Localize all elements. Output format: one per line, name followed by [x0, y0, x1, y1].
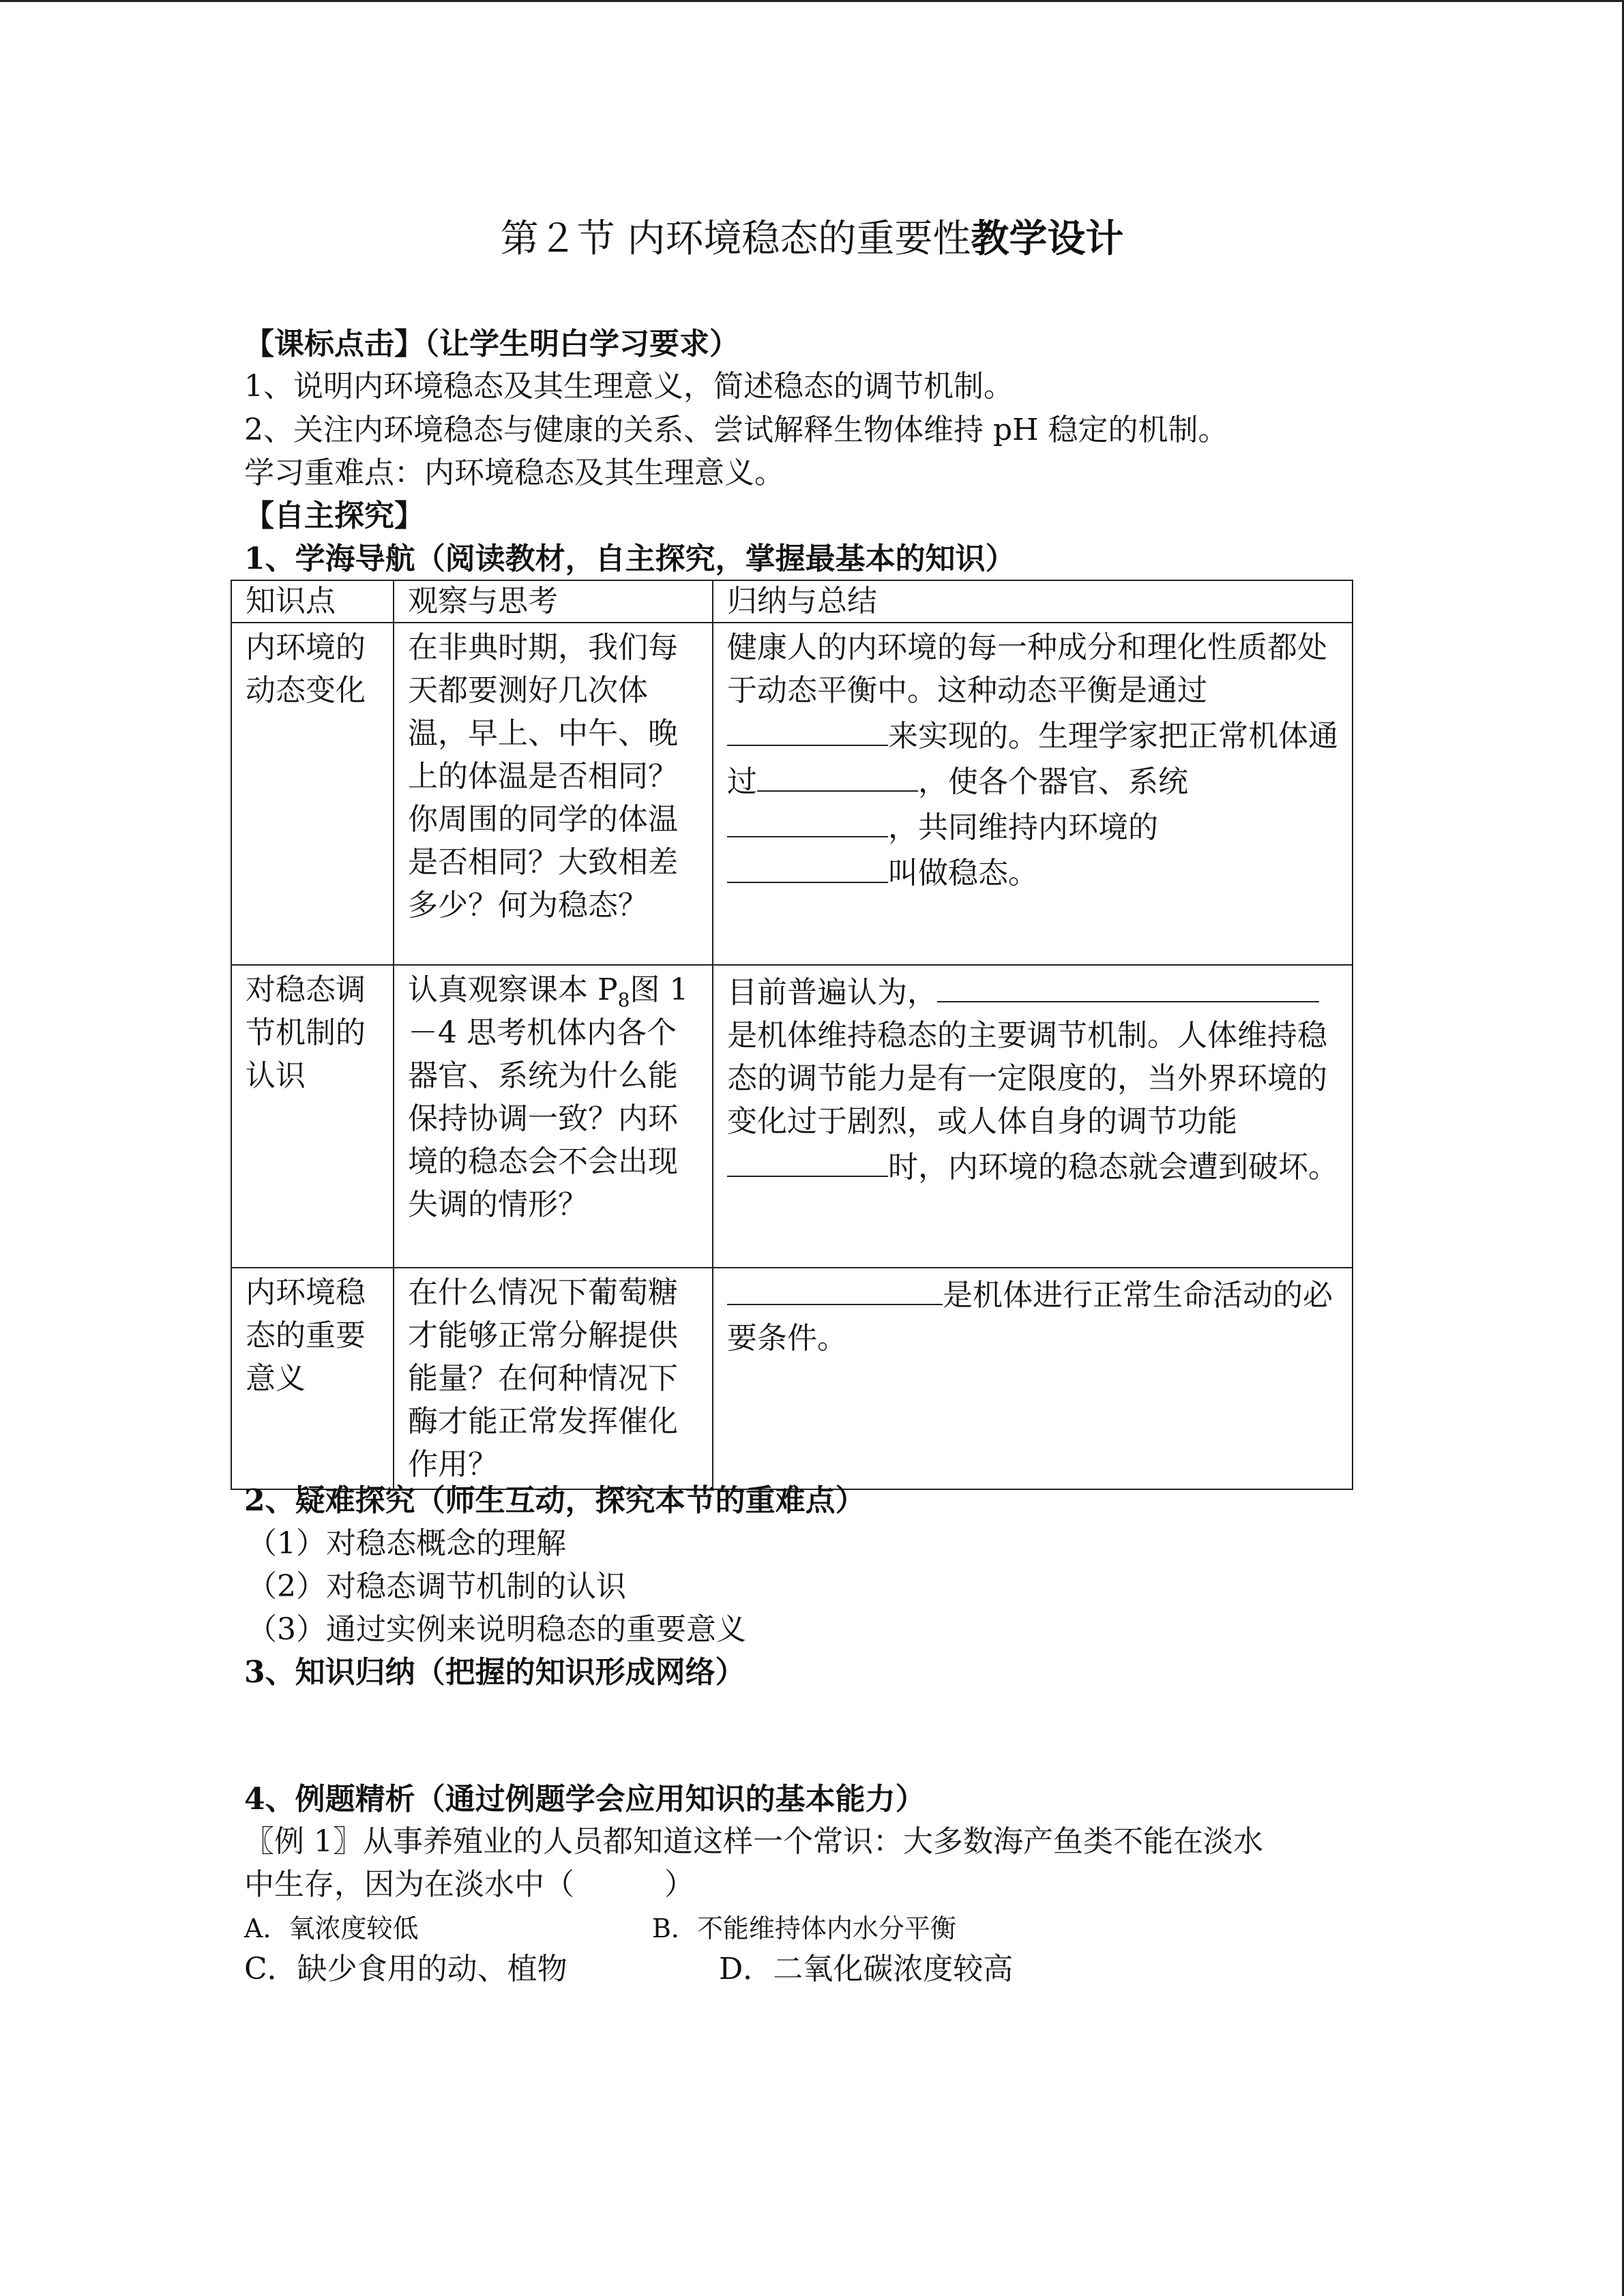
cell-summary	[713, 965, 1353, 1268]
example-question-line-2: 中生存，因为在淡水中（ ）	[244, 1867, 694, 1902]
summary-text: ，使各个器官、系统	[918, 764, 1188, 799]
cell-summary	[713, 623, 1353, 965]
fill-blank	[727, 849, 888, 883]
title-bold: 教学设计	[971, 216, 1124, 261]
section-1-heading: 1、学海导航（阅读教材，自主探究，掌握最基本的知识）	[244, 541, 1016, 576]
fill-blank	[727, 712, 888, 746]
fill-blank	[727, 803, 888, 837]
fill-blank	[937, 968, 1319, 1002]
section-4-heading: 4、例题精析（通过例题学会应用知识的基本能力）	[244, 1782, 926, 1817]
summary-text: 时，内环境的稳态就会遭到破坏。	[888, 1150, 1338, 1184]
section-2-item-1: （1）对稳态概念的理解	[247, 1526, 566, 1561]
section-3-heading: 3、知识归纳（把握的知识形成网络）	[244, 1655, 745, 1690]
summary-text: 目前普遍认为，	[727, 975, 937, 1010]
example-question-line-1: 〖例 1〗从事养殖业的人员都知道这样一个常识：大多数海产鱼类不能在淡水	[244, 1824, 1263, 1859]
summary-text: 是机体维持稳态的主要调节机制。人体维持稳态的调节能力是有一定限度的，当外界环境的变化过于剧烈，或人体自身的调节功能	[727, 1018, 1327, 1139]
cell-point: 内环境稳态的重要意义	[231, 1268, 394, 1489]
page-top-border	[0, 0, 1624, 2]
summary-text: 叫做稳态。	[888, 856, 1038, 891]
think-text: 图 1－4 思考机体内各个器官、系统为什么能保持协调一致？内环境的稳态会不会出现失调的情形？	[408, 972, 689, 1222]
option-c: C．缺少食用的动、植物	[244, 1952, 567, 1986]
fill-blank	[727, 1143, 888, 1177]
cell-think	[394, 965, 713, 1268]
summary-text: 来实现的。生理学家把正常机体通过	[727, 719, 1338, 799]
cell-think: 在非典时期，我们每天都要测好几次体温，早上、中午、晚上的体温是否相同？你周围的同学的体温是否相同？大致相差多少？何为稳态？	[394, 623, 713, 965]
curriculum-heading: 【课标点击】（让学生明白学习要求）	[244, 327, 739, 361]
cell-point: 对稳态调节机制的认识	[231, 965, 394, 1268]
fill-blank	[757, 758, 918, 792]
cell-point: 内环境的动态变化	[231, 623, 394, 965]
section-2-item-2: （2）对稳态调节机制的认识	[247, 1569, 626, 1604]
think-text: 认真观察课本 P	[408, 972, 618, 1007]
curriculum-item-2: 2、关注内环境稳态与健康的关系、尝试解释生物体维持 pH 稳定的机制。	[244, 413, 1228, 447]
title-main: 第２节 内环境稳态的重要性	[500, 217, 971, 261]
col-header-point: 知识点	[231, 580, 394, 623]
self-study-heading: 【自主探究】	[244, 498, 424, 533]
table-header-row	[231, 580, 1353, 623]
summary-text: ，共同维持内环境的	[888, 810, 1158, 845]
cell-summary	[713, 1268, 1353, 1489]
summary-text: 是机体进行正常生命活动的必要条件。	[727, 1278, 1333, 1356]
section-2-item-3: （3）通过实例来说明稳态的重要意义	[247, 1612, 746, 1647]
table-row	[231, 623, 1353, 965]
page-title	[0, 211, 1624, 267]
fill-blank	[727, 1271, 943, 1305]
curriculum-item-1: 1、说明内环境稳态及其生理意义，简述稳态的调节机制。	[244, 369, 1014, 404]
table-row	[231, 965, 1353, 1268]
option-b: B．不能维持体内水分平衡	[652, 1913, 956, 1943]
col-header-think: 观察与思考	[394, 580, 713, 623]
knowledge-table	[231, 580, 1353, 1490]
option-a: A．氧浓度较低	[244, 1913, 419, 1943]
cell-think: 在什么情况下葡萄糖才能够正常分解提供能量？在何种情况下酶才能正常发挥催化作用？	[394, 1268, 713, 1489]
col-header-summary: 归纳与总结	[713, 580, 1353, 623]
table-row	[231, 1268, 1353, 1489]
summary-text: 健康人的内环境的每一种成分和理化性质都处于动态平衡中。这种动态平衡是通过	[727, 630, 1327, 708]
section-2-heading: 2、疑难探究（师生互动，探究本节的重难点）	[244, 1483, 866, 1518]
option-d: D．二氧化碳浓度较高	[719, 1952, 1014, 1986]
page-subscript: 8	[617, 988, 630, 1011]
key-points: 学习重难点：内环境稳态及其生理意义。	[244, 456, 784, 490]
